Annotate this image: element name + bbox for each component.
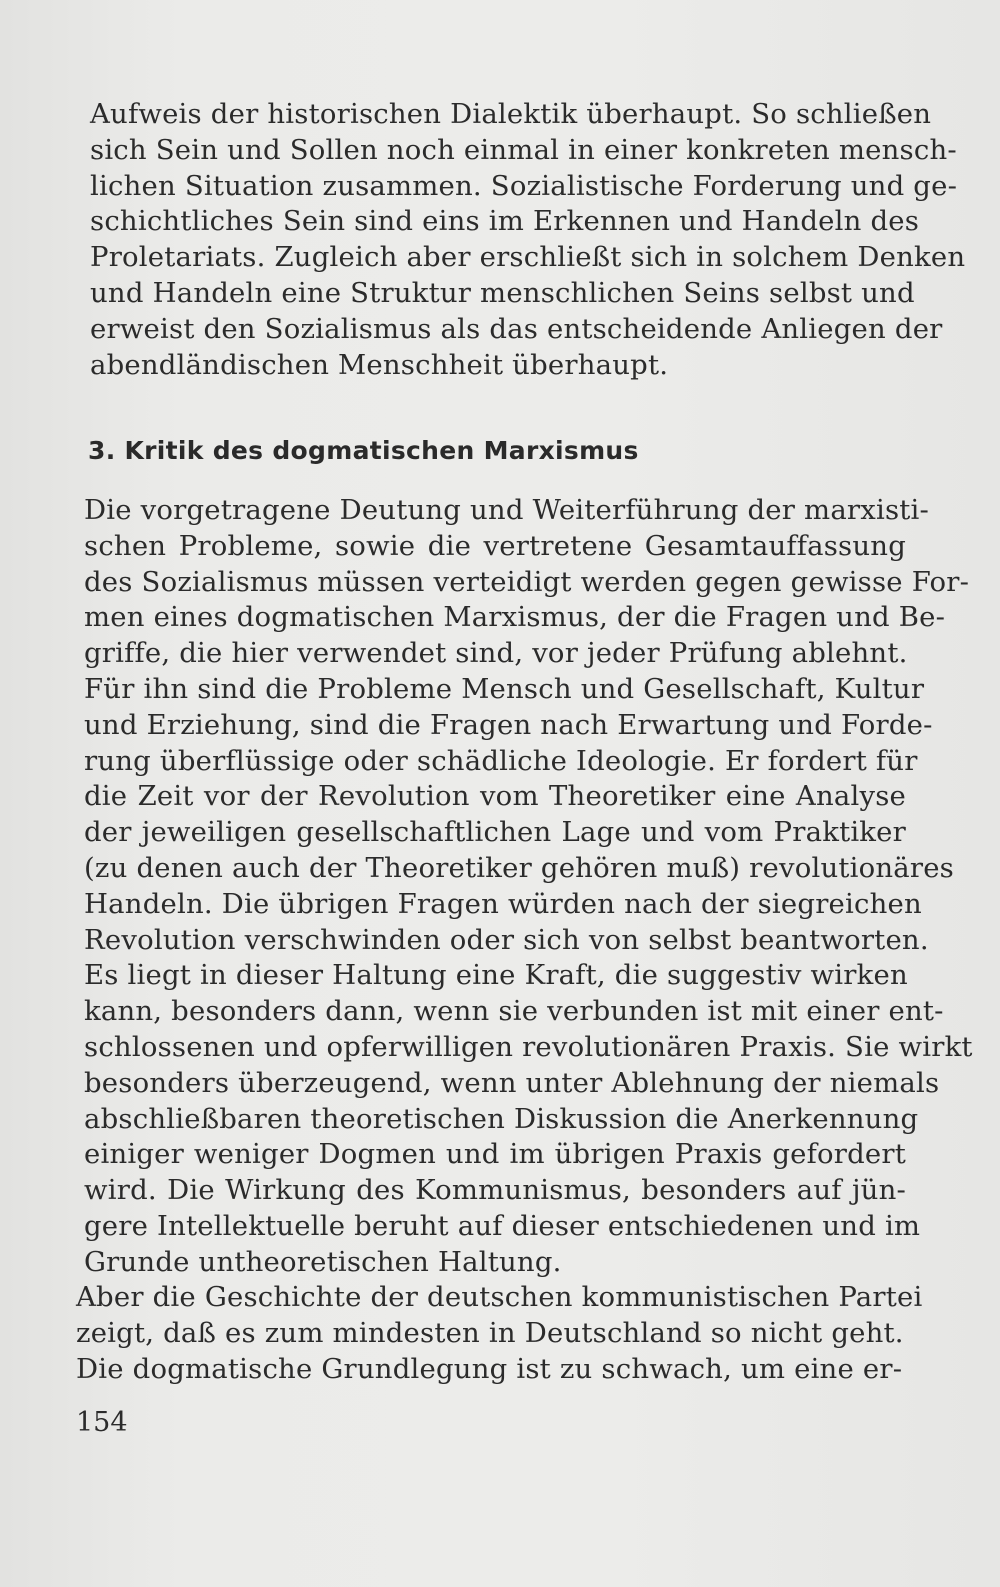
text-line: lichen Situation zusammen. Sozialistische Forderung und ge- <box>90 169 958 202</box>
text-line: des Sozialismus müssen verteidigt werden gegen gewisse For- <box>84 565 970 598</box>
text-line: men eines dogmatischen Marxismus, der die Fragen und Be- <box>84 601 946 634</box>
section-heading: 3. Kritik des dogmatischen Marxismus <box>88 436 639 465</box>
text-line: abendländischen Menschheit überhaupt. <box>90 348 669 381</box>
text-line: Für ihn sind die Probleme Mensch und Gesellschaft, Kultur <box>84 672 925 705</box>
text-line: kann, besonders dann, wenn sie verbunden ist mit einer ent- <box>84 995 944 1028</box>
text-line: schlossenen und opferwilligen revolutionären Praxis. Sie wirkt <box>84 1030 973 1063</box>
text-line: Die vorgetragene Deutung und Weiterführung der marxisti- <box>84 494 930 526</box>
paragraph <box>90 97 966 383</box>
text-line: Aufweis der historischen Dialektik überhaupt. So schließen <box>90 98 932 130</box>
text-line: Aber die Geschichte der deutschen kommunistischen Partei <box>76 1281 923 1313</box>
text-line: Die dogmatische Grundlegung ist zu schwach, um eine er- <box>76 1352 903 1385</box>
text-line: schichtliches Sein sind eins im Erkennen und Handeln des <box>90 205 920 238</box>
text-line: und Handeln eine Struktur menschlichen Seins selbst und <box>90 276 915 309</box>
text-line: (zu denen auch der Theoretiker gehören muß) revolutionäres <box>84 851 954 884</box>
text-line: schen Probleme, sowie die vertretene Gesamtauffassung <box>84 529 906 562</box>
text-line: Revolution verschwinden oder sich von selbst beantworten. <box>84 923 929 956</box>
text-line: Proletariats. Zugleich aber erschließt sich in solchem Denken <box>90 241 966 274</box>
text-line: Handeln. Die übrigen Fragen würden nach der siegreichen <box>84 887 922 920</box>
text-line: griffe, die hier verwendet sind, vor jeder Prüfung ablehnt. <box>84 637 908 670</box>
text-line: und Erziehung, sind die Fragen nach Erwartung und Forde- <box>84 708 933 741</box>
text-line: besonders überzeugend, wenn unter Ablehnung der niemals <box>84 1066 940 1099</box>
text-line: die Zeit vor der Revolution vom Theoretiker eine Analyse <box>84 780 906 813</box>
text-line: der jeweiligen gesellschaftlichen Lage und vom Praktiker <box>84 816 906 849</box>
text-line: sich Sein und Sollen noch einmal in einer konkreten mensch- <box>90 133 957 166</box>
text-line: abschließbaren theoretischen Diskussion die Anerkennung <box>84 1102 919 1135</box>
text-line: gere Intellektuelle beruht auf dieser entschiedenen und im <box>84 1209 921 1242</box>
paragraph <box>76 1280 923 1387</box>
text-line: wird. Die Wirkung des Kommunismus, besonders auf jün- <box>84 1174 906 1207</box>
text-line: zeigt, daß es zum mindesten in Deutschland so nicht geht. <box>76 1316 904 1349</box>
text-line: erweist den Sozialismus als das entscheidende Anliegen der <box>90 312 943 345</box>
text-line: einiger weniger Dogmen und im übrigen Praxis gefordert <box>84 1138 906 1171</box>
text-line: Grunde untheoretischen Haltung. <box>84 1245 562 1278</box>
text-line: Es liegt in dieser Haltung eine Kraft, die suggestiv wirken <box>84 959 908 992</box>
paragraph <box>84 493 973 1281</box>
page-number: 154 <box>76 1407 128 1438</box>
text-line: rung überflüssige oder schädliche Ideologie. Er fordert für <box>84 744 918 777</box>
